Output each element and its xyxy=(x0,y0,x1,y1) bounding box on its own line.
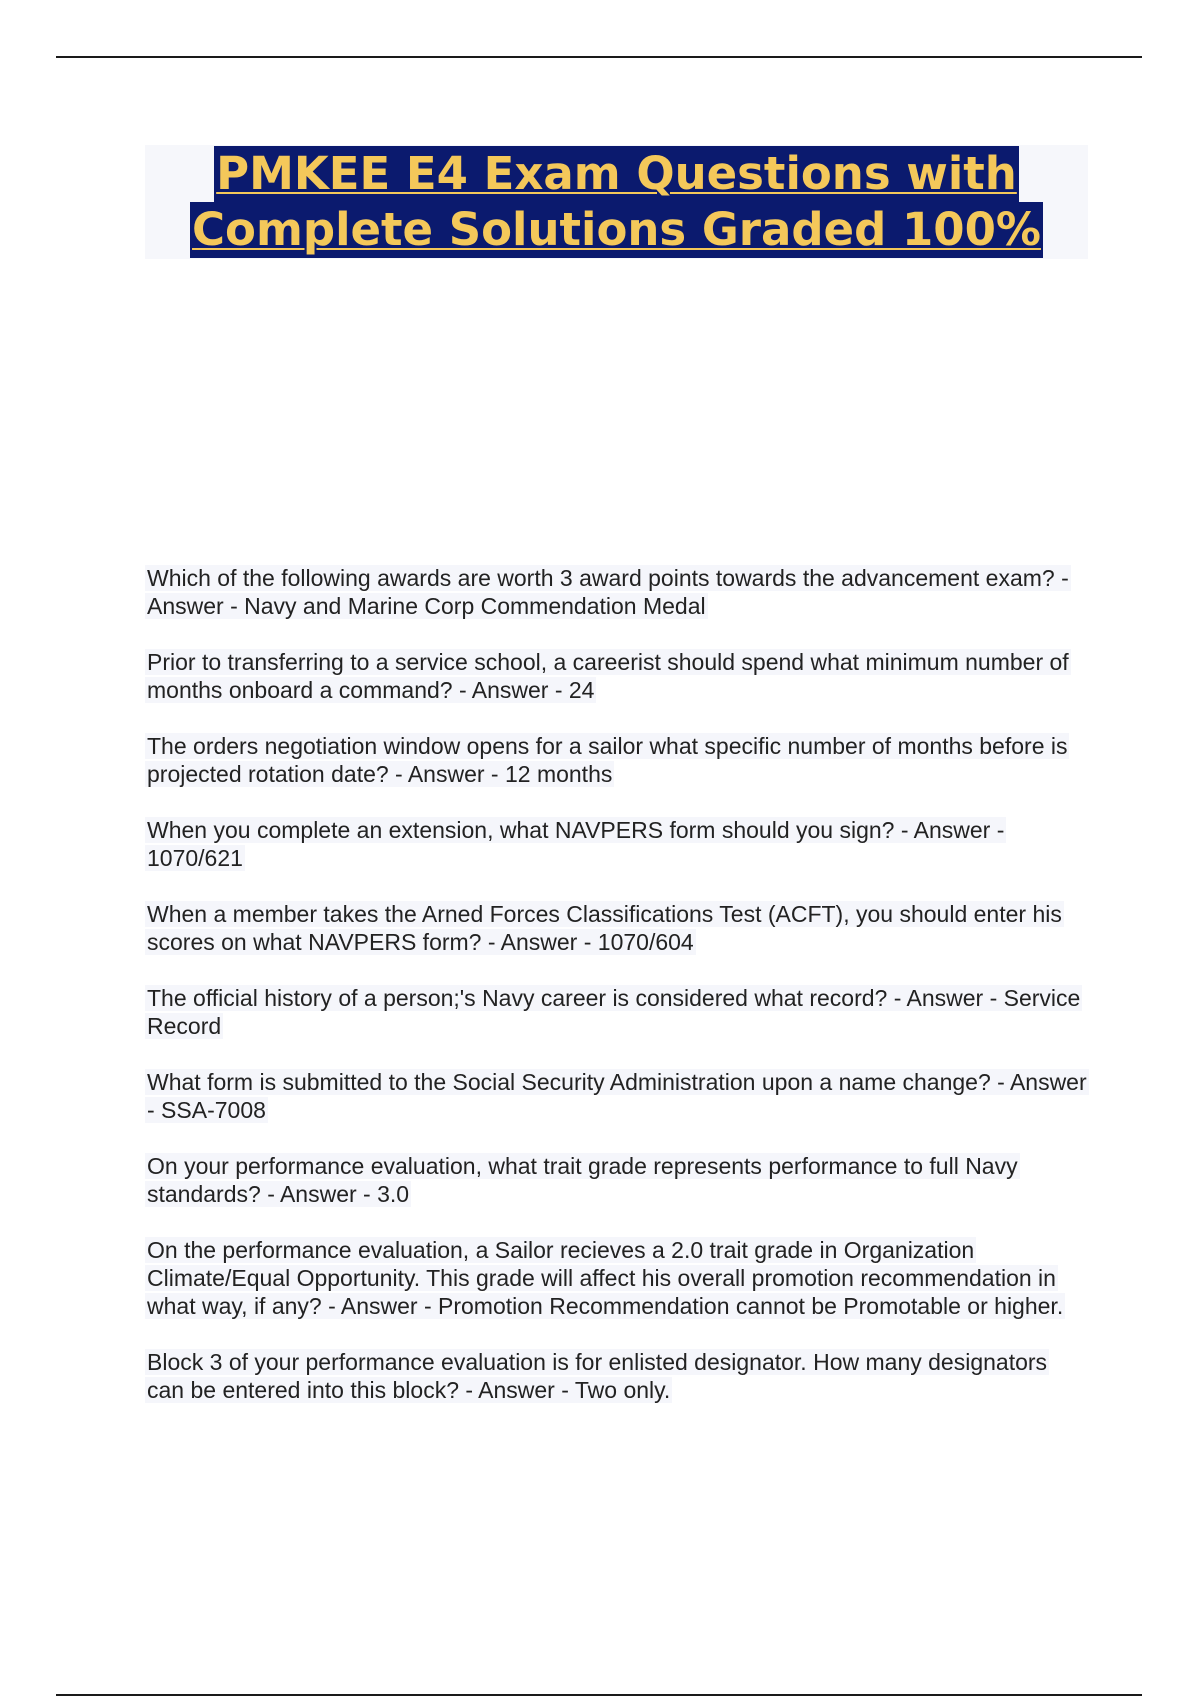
qa-text: Which of the following awards are worth 3 award points towards the advancement exam? - Answer - Navy and Marine Corp Commendation Medal xyxy=(147,565,1069,619)
qa-item xyxy=(145,816,1090,872)
qa-item xyxy=(145,984,1090,1040)
qa-list xyxy=(145,564,1090,1432)
document-title xyxy=(145,145,1088,259)
qa-item xyxy=(145,648,1090,704)
qa-item xyxy=(145,1152,1090,1208)
qa-text: The official history of a person;'s Navy career is considered what record? - Answer - Service Record xyxy=(147,985,1081,1039)
title-line-2: Complete Solutions Graded 100% xyxy=(192,203,1041,256)
qa-text: What form is submitted to the Social Security Administration upon a name change? - Answer - SSA-7008 xyxy=(147,1069,1087,1123)
qa-item xyxy=(145,1236,1090,1320)
qa-text: When you complete an extension, what NAVPERS form should you sign? - Answer - 1070/621 xyxy=(147,817,1005,871)
title-line-1: PMKEE E4 Exam Questions with xyxy=(216,147,1017,200)
qa-text: The orders negotiation window opens for a sailor what specific number of months before is projected rotation date? - Answer - 12 months xyxy=(147,733,1068,787)
qa-text: On your performance evaluation, what trait grade represents performance to full Navy standards? - Answer - 3.0 xyxy=(147,1153,1018,1207)
qa-text: Prior to transferring to a service school, a careerist should spend what minimum number of months onboard a command? - Answer - 24 xyxy=(147,649,1069,703)
qa-item xyxy=(145,564,1090,620)
qa-item xyxy=(145,1068,1090,1124)
qa-text: On the performance evaluation, a Sailor recieves a 2.0 trait grade in Organization Climate/Equal Opportunity. This grade will affect his overall promotion recommendation in what way, if any? - Answer - Promotion Recommendation cannot be Promotable or higher. xyxy=(147,1237,1064,1319)
qa-item xyxy=(145,900,1090,956)
top-rule xyxy=(56,56,1142,58)
qa-item xyxy=(145,1348,1090,1404)
qa-text: Block 3 of your performance evaluation is for enlisted designator. How many designators can be entered into this block? - Answer - Two only. xyxy=(147,1349,1048,1403)
qa-text: When a member takes the Arned Forces Classifications Test (ACFT), you should enter his scores on what NAVPERS form? - Answer - 1070/604 xyxy=(147,901,1062,955)
qa-item xyxy=(145,732,1090,788)
bottom-rule xyxy=(56,1694,1142,1696)
